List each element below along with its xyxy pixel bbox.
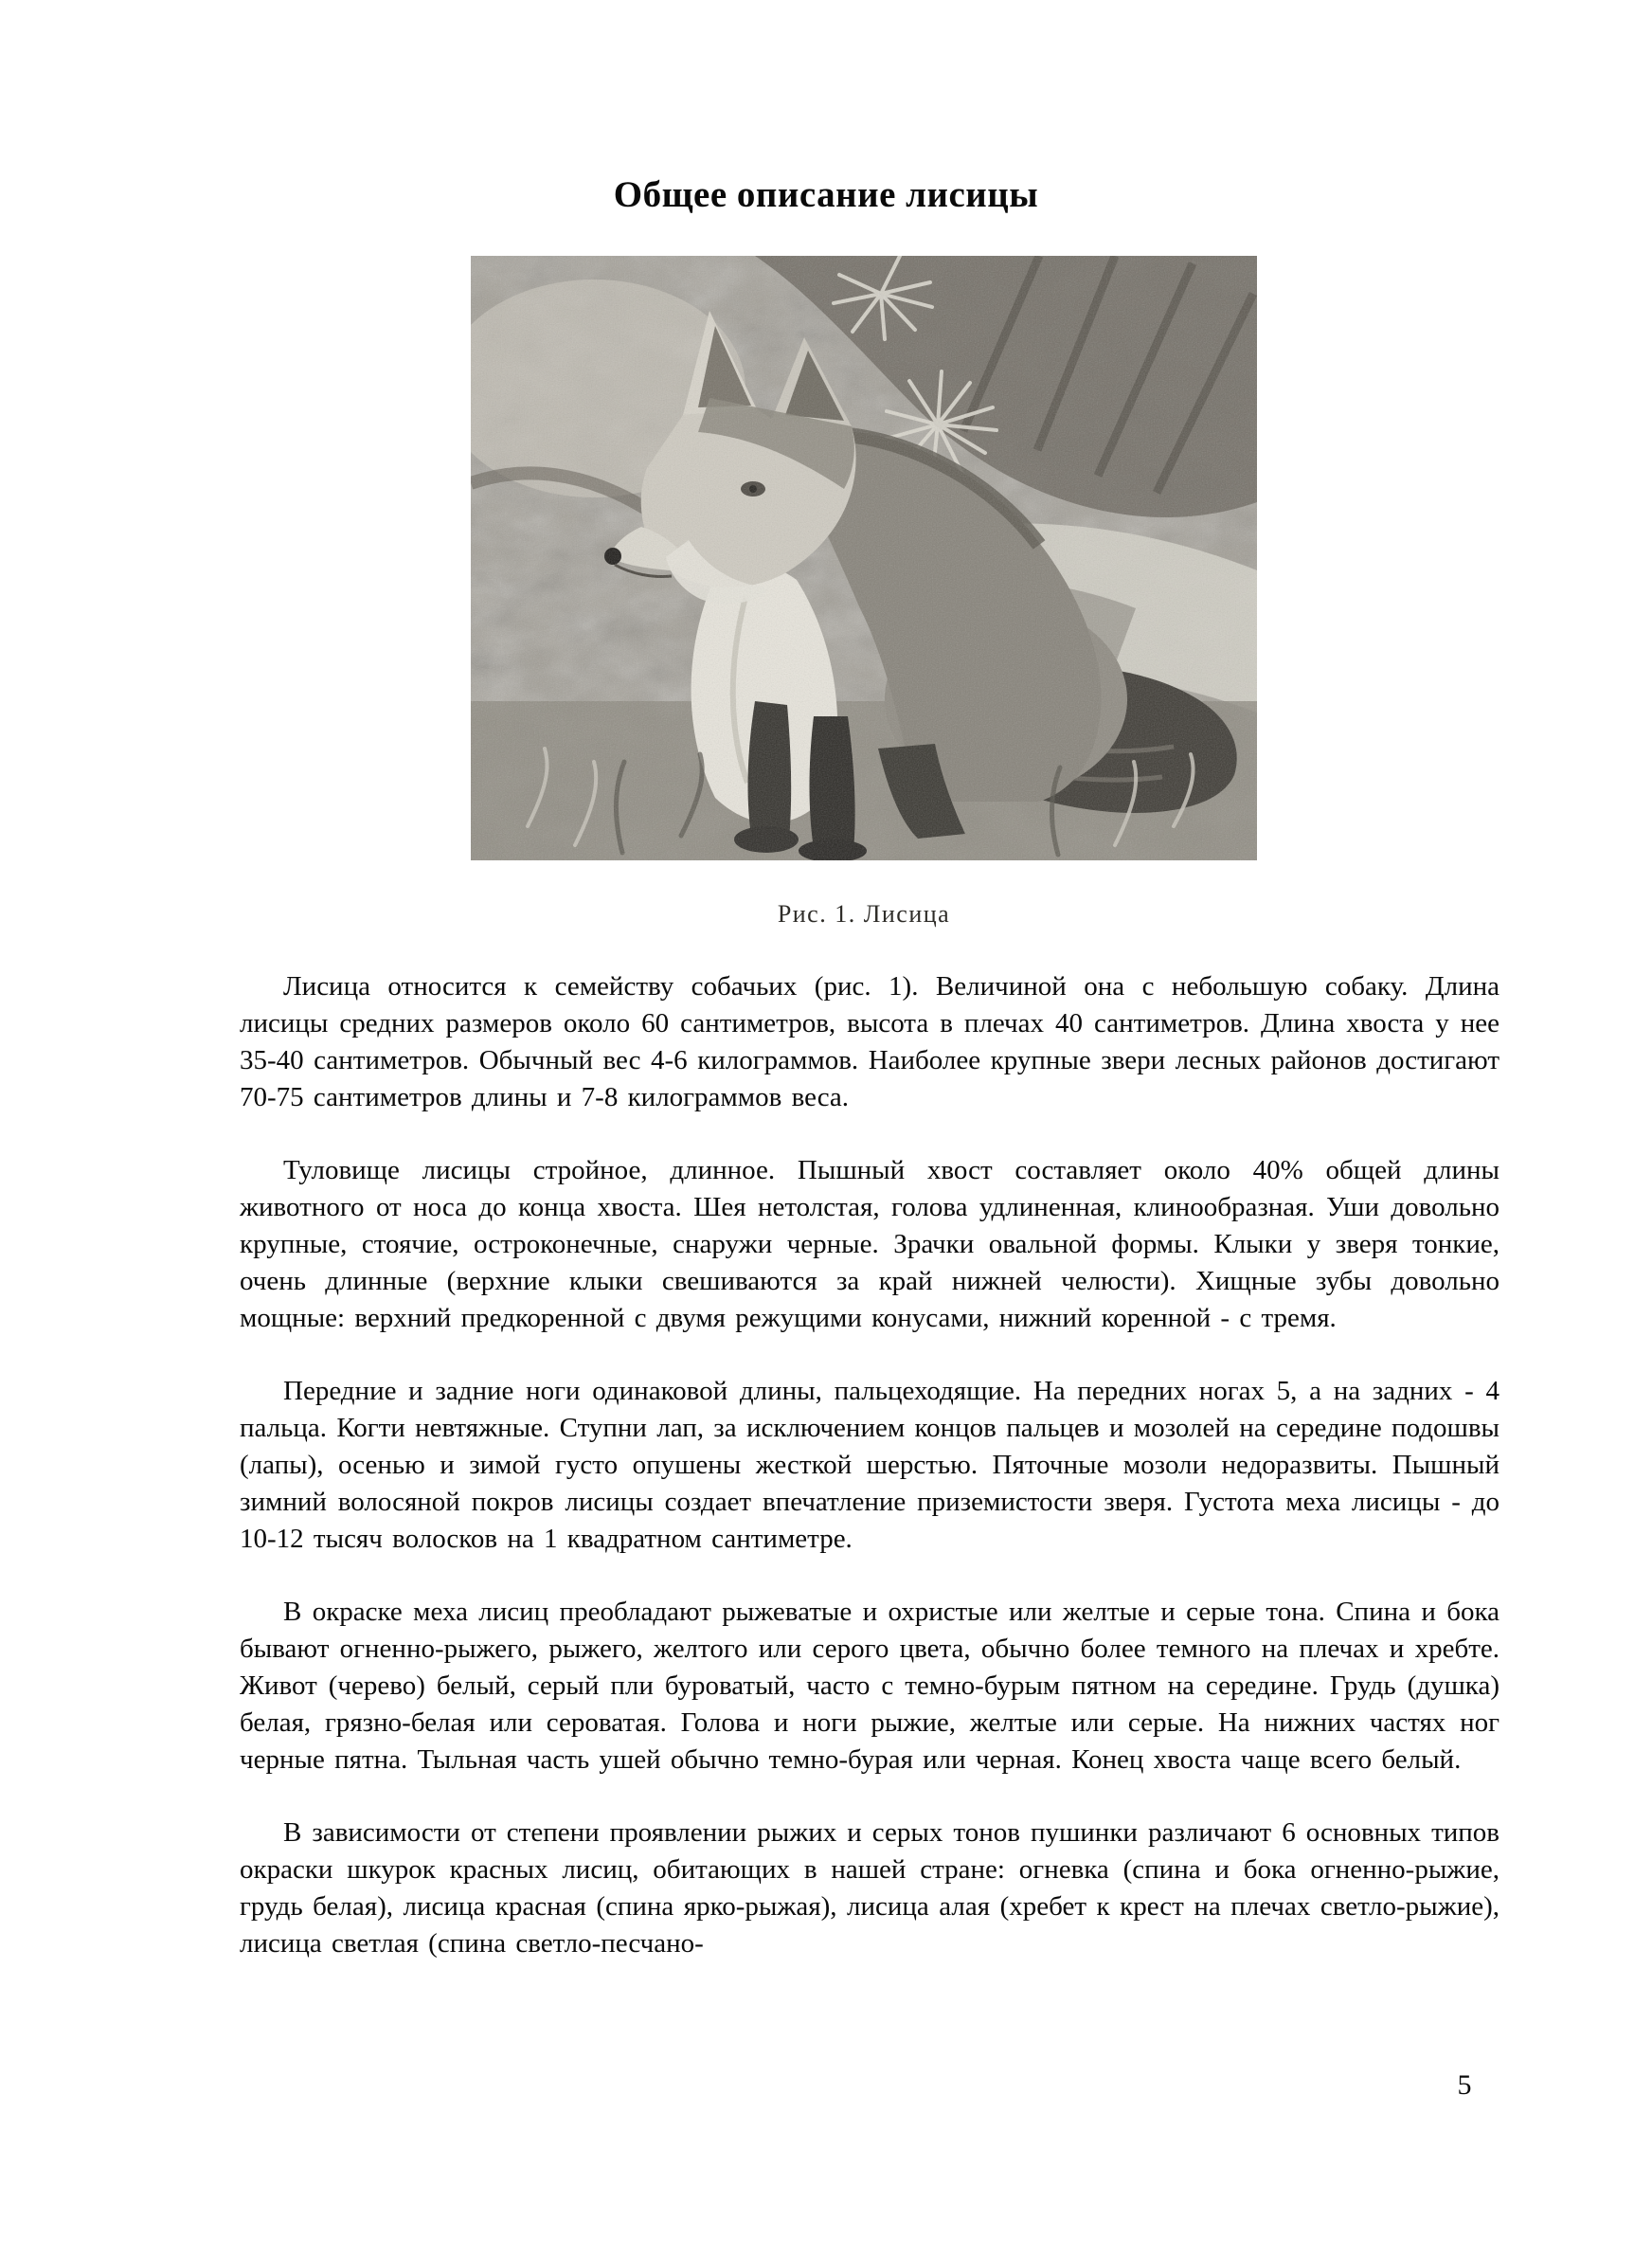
- page-number: 5: [1457, 2069, 1472, 2101]
- paragraph-2: Туловище лисицы стройное, длинное. Пышный хвост составляет около 40% общей длины животного от носа до конца хвоста. Шея нетолстая, голова удлиненная, клинообразная. Уши довольно крупные, стоячие, остроконечные, снаружи черные. Зрачки овальной формы. Клыки у зверя тонкие, очень длинные (верхние клыки свешиваются за край нижней челюсти). Хищные зубы довольно мощные: верхний предкоренной с двумя режущими конусами, нижний коренной - с тремя.: [240, 1155, 1499, 1333]
- figure-caption: Рис. 1. Лисица: [777, 900, 951, 928]
- figure: [471, 256, 1257, 929]
- page-title: Общее описание лисицы: [613, 174, 1039, 215]
- paragraph-4: В окраске меха лисиц преобладают рыжеватые и охристые или желтые и серые тона. Спина и бока бывают огненно-рыжего, рыжего, желтого или серого цвета, обычно более темного на плечах и хребте. Живот (черево) белый, серый пли буроватый, часто с темно-бурым пятном на середине. Грудь (душка) белая, грязно-белая или сероватая. Голова и ноги рыжие, желтые или серые. На нижних частях ног черные пятна. Тыльная часть ушей обычно темно-бурая или черная. Конец хвоста чаще всего белый.: [240, 1597, 1499, 1775]
- body-text: [240, 968, 1499, 1998]
- paragraph-3: Передние и задние ноги одинаковой длины, пальцеходящие. На передних ногах 5, а на задних - 4 пальца. Когти невтяжные. Ступни лап, за исключением концов пальцев и мозолей на середине подошвы (лапы), осенью и зимой густо опушены жесткой шерстью. Пяточные мозоли недоразвиты. Пышный зимний волосяной покров лисицы создает впечатление приземистости зверя. Густота меха лисицы - до 10-12 тысяч волосков на 1 квадратном сантиметре.: [240, 1376, 1499, 1554]
- fox-halftone-photo: [471, 256, 1257, 860]
- paragraph-5: В зависимости от степени проявлении рыжих и серых тонов пушинки различают 6 основных типов окраски шкурок красных лисиц, обитающих в нашей стране: огневка (спина и бока огненно-рыжие, грудь белая), лисица красная (спина ярко-рыжая), лисица алая (хребет к крест на плечах светло-рыжие), лисица светлая (спина светло-песчано-: [240, 1817, 1499, 1959]
- paragraph-1: Лисица относится к семейству собачьих (рис. 1). Величиной она с небольшую собаку. Длина лисицы средних размеров около 60 сантиметров, высота в плечах 40 сантиметров. Длина хвоста у нее 35-40 сантиметров. Обычный вес 4-6 килограммов. Наиболее крупные звери лесных районов достигают 70-75 сантиметров длины и 7-8 килограммов веса.: [240, 971, 1499, 1112]
